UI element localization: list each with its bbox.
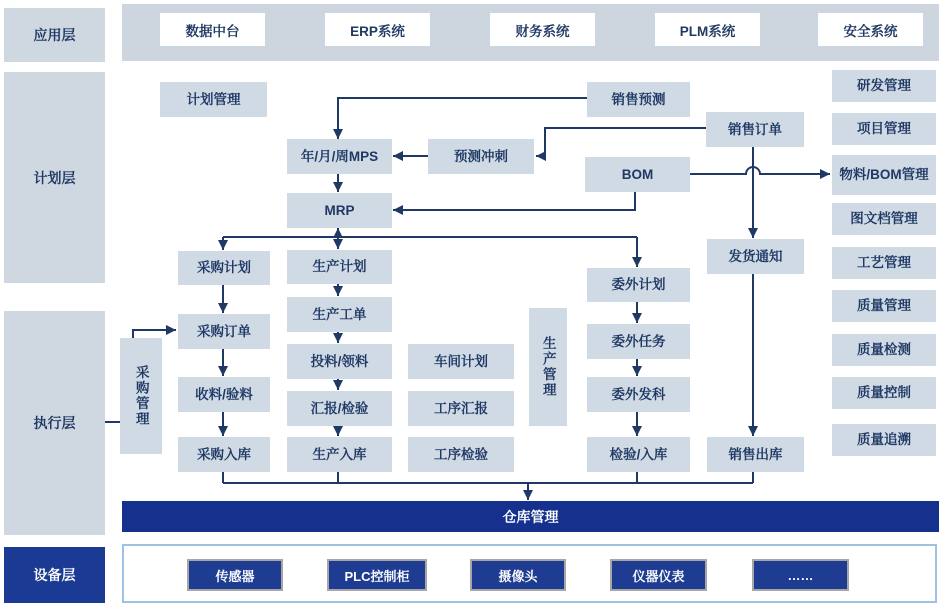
box-inspect-in: 检验/入库 [587,437,690,472]
box-production-plan: 生产计划 [287,250,392,284]
box-process-inspect: 工序检验 [408,437,514,472]
box-sales-forecast: 销售预测 [587,82,690,117]
app-finance-system: 财务系统 [490,13,595,46]
box-quality-trace: 质量追溯 [832,424,936,456]
box-production-order: 生产工单 [287,297,392,332]
layer-label-execution: 执行层 [4,311,105,535]
device-plc-cabinet: PLC控制柜 [327,559,427,591]
box-quality-management: 质量管理 [832,290,936,322]
device-more: …… [752,559,849,591]
box-workshop-plan: 车间计划 [408,344,514,379]
box-process-report: 工序汇报 [408,391,514,426]
box-feed-pick: 投料/领料 [287,344,392,379]
box-purchase-plan: 采购计划 [178,251,270,285]
device-camera: 摄像头 [470,559,566,591]
box-sales-out: 销售出库 [707,437,804,472]
box-sales-order: 销售订单 [706,112,804,147]
app-plm-system: PLM系统 [655,13,760,46]
box-material-bom-management: 物料/BOM管理 [832,155,936,195]
layer-label-planning: 计划层 [4,72,105,283]
box-mps: 年/月/周MPS [287,139,392,174]
box-production-in: 生产入库 [287,437,392,472]
box-forecast-sprint: 预测冲刺 [428,139,534,174]
box-delivery-notice: 发货通知 [707,239,804,274]
box-production-management: 生产管理 [529,308,567,426]
box-receive-inspect: 收料/验料 [178,377,270,412]
app-erp-system: ERP系统 [325,13,430,46]
app-data-platform: 数据中台 [160,13,265,46]
warehouse-management-bar: 仓库管理 [122,501,939,532]
box-outsource-issue: 委外发科 [587,377,690,412]
box-doc-management: 图文档管理 [832,203,936,235]
box-mrp: MRP [287,193,392,228]
box-outsource-plan: 委外计划 [587,268,690,302]
box-process-management: 工艺管理 [832,247,936,279]
device-instrument: 仪器仪表 [610,559,707,591]
app-security-system: 安全系统 [818,13,923,46]
box-outsource-task: 委外任务 [587,324,690,359]
box-purchase-order: 采购订单 [178,314,270,349]
box-purchase-in: 采购入库 [178,437,270,472]
box-quality-test: 质量检测 [832,334,936,366]
box-quality-control: 质量控制 [832,377,936,409]
box-rd-management: 研发管理 [832,70,936,102]
box-project-management: 项目管理 [832,113,936,145]
box-plan-management: 计划管理 [160,82,267,117]
box-purchase-management: 采购管理 [120,338,162,454]
box-report-inspect: 汇报/检验 [287,391,392,426]
box-bom: BOM [585,157,690,192]
layer-label-device: 设备层 [4,547,105,603]
device-sensor: 传感器 [187,559,283,591]
layer-label-application: 应用层 [4,8,105,62]
